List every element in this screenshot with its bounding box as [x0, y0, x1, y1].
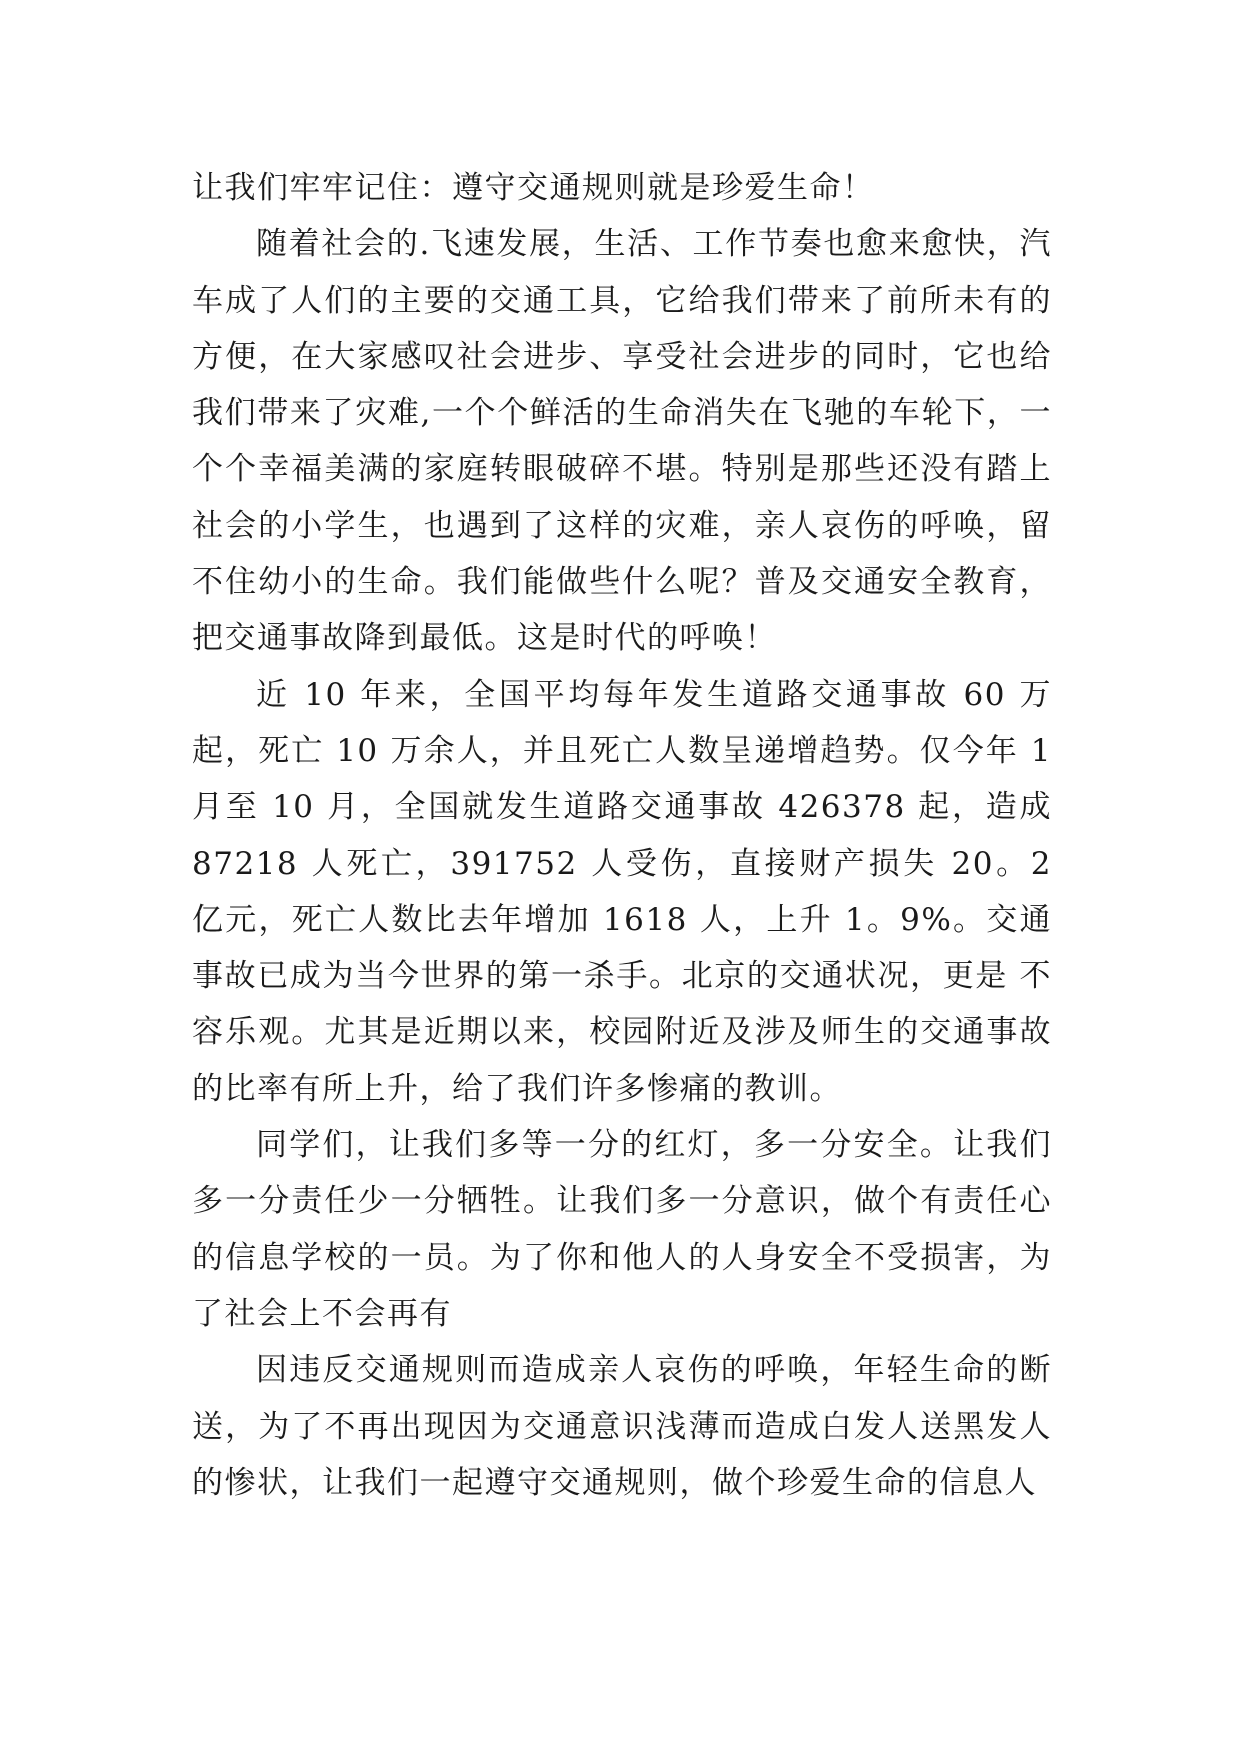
document-body: [192, 160, 1052, 1511]
paragraph-4: 同学们，让我们多等一分的红灯，多一分安全。让我们多一分责任少一分牺牲。让我们多一分意识，做个有责任心的信息学校的一员。为了你和他人的人身安全不受损害，为了社会上不会再有: [192, 1127, 1052, 1332]
paragraph-2: 随着社会的.飞速发展，生活、工作节奏也愈来愈快，汽车成了人们的主要的交通工具，它给我们带来了前所未有的方便，在大家感叹社会进步、享受社会进步的同时，它也给我们带来了灾难,一个个鲜活的生命消失在飞驰的车轮下，一个个幸福美满的家庭转眼破碎不堪。特别是那些还没有踏上社会的小学生，也遇到了这样的灾难，亲人哀伤的呼唤，留不住幼小的生命。我们能做些什么呢？普及交通安全教育，把交通事故降到最低。这是时代的呼唤！: [192, 226, 1052, 657]
paragraph-1: 让我们牢牢记住：遵守交通规则就是珍爱生命！: [192, 170, 875, 206]
paragraph-5: 因违反交通规则而造成亲人哀伤的呼唤，年轻生命的断送，为了不再出现因为交通意识浅薄而造成白发人送黑发人的惨状，让我们一起遵守交通规则，做个珍爱生命的信息人: [192, 1352, 1052, 1501]
paragraph-3: 近 10 年来，全国平均每年发生道路交通事故 60 万起，死亡 10 万余人，并且死亡人数呈递增趋势。仅今年 1 月至 10 月，全国就发生道路交通事故 426378 起，造成 87218 人死亡，391752 人受伤，直接财产损失 20。2 亿元，死亡人数比去年增加 1618 人，上升 1。9%。交通事故已成为当今世界的第一杀手。北京的交通状况，更是 不容乐观。尤其是近期以来，校园附近及涉及师生的交通事故的比率有所上升，给了我们许多惨痛的教训。: [192, 676, 1052, 1107]
